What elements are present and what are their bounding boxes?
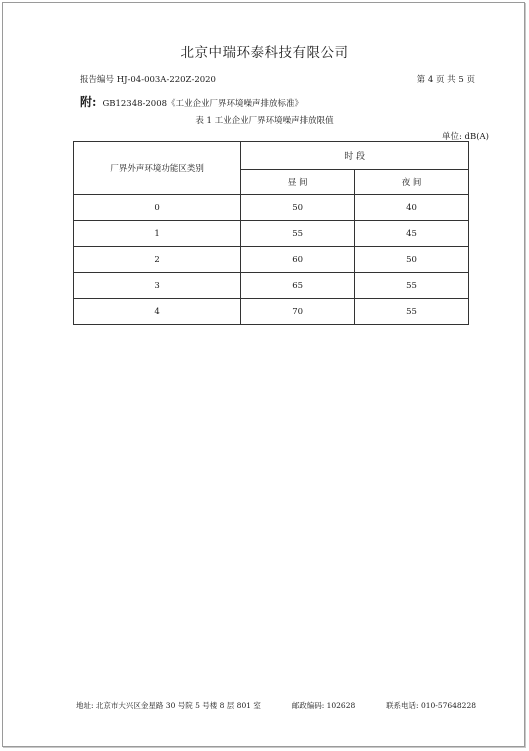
footer-address: 地址: 北京市大兴区金星路 30 号院 5 号楼 8 层 801 室 xyxy=(76,701,261,710)
cell-day: 50 xyxy=(241,195,355,221)
cell-day: 55 xyxy=(241,221,355,247)
table-row xyxy=(74,247,469,273)
table-caption: 表 1 工业企业厂界环境噪声排放限值 xyxy=(195,116,334,126)
noise-limits-table xyxy=(73,141,469,325)
table-row xyxy=(74,195,469,221)
footer-postcode: 邮政编码: 102628 xyxy=(291,701,356,710)
cell-night: 45 xyxy=(355,221,469,247)
table-row xyxy=(74,273,469,299)
cell-night: 40 xyxy=(355,195,469,221)
header-night: 夜 间 xyxy=(355,170,469,195)
cell-night: 50 xyxy=(355,247,469,273)
cell-day: 70 xyxy=(241,299,355,325)
cell-day: 60 xyxy=(241,247,355,273)
page-footer xyxy=(76,700,476,711)
appendix-line xyxy=(80,93,303,110)
cell-day: 65 xyxy=(241,273,355,299)
header-category: 厂界外声环境功能区类别 xyxy=(74,142,241,195)
cell-category: 4 xyxy=(74,299,241,325)
cell-category: 3 xyxy=(74,273,241,299)
cell-night: 55 xyxy=(355,299,469,325)
report-meta xyxy=(80,73,475,85)
appendix-title: GB12348-2008《工业企业厂界环境噪声排放标准》 xyxy=(102,99,304,109)
unit-label: 单位: dB(A) xyxy=(441,132,489,142)
footer-phone: 联系电话: 010-57648228 xyxy=(386,701,476,710)
header-period: 时 段 xyxy=(241,142,469,170)
table-row xyxy=(74,299,469,325)
cell-night: 55 xyxy=(355,273,469,299)
header-day: 昼 间 xyxy=(241,170,355,195)
cell-category: 2 xyxy=(74,247,241,273)
cell-category: 0 xyxy=(74,195,241,221)
company-name: 北京中瑞环泰科技有限公司 xyxy=(180,45,349,61)
cell-category: 1 xyxy=(74,221,241,247)
report-number: 报告编号 HJ-04-003A-220Z-2020 xyxy=(80,75,216,85)
table-row xyxy=(74,221,469,247)
page-indicator: 第 4 页 共 5 页 xyxy=(416,75,475,85)
appendix-marker: 附: xyxy=(80,95,97,109)
